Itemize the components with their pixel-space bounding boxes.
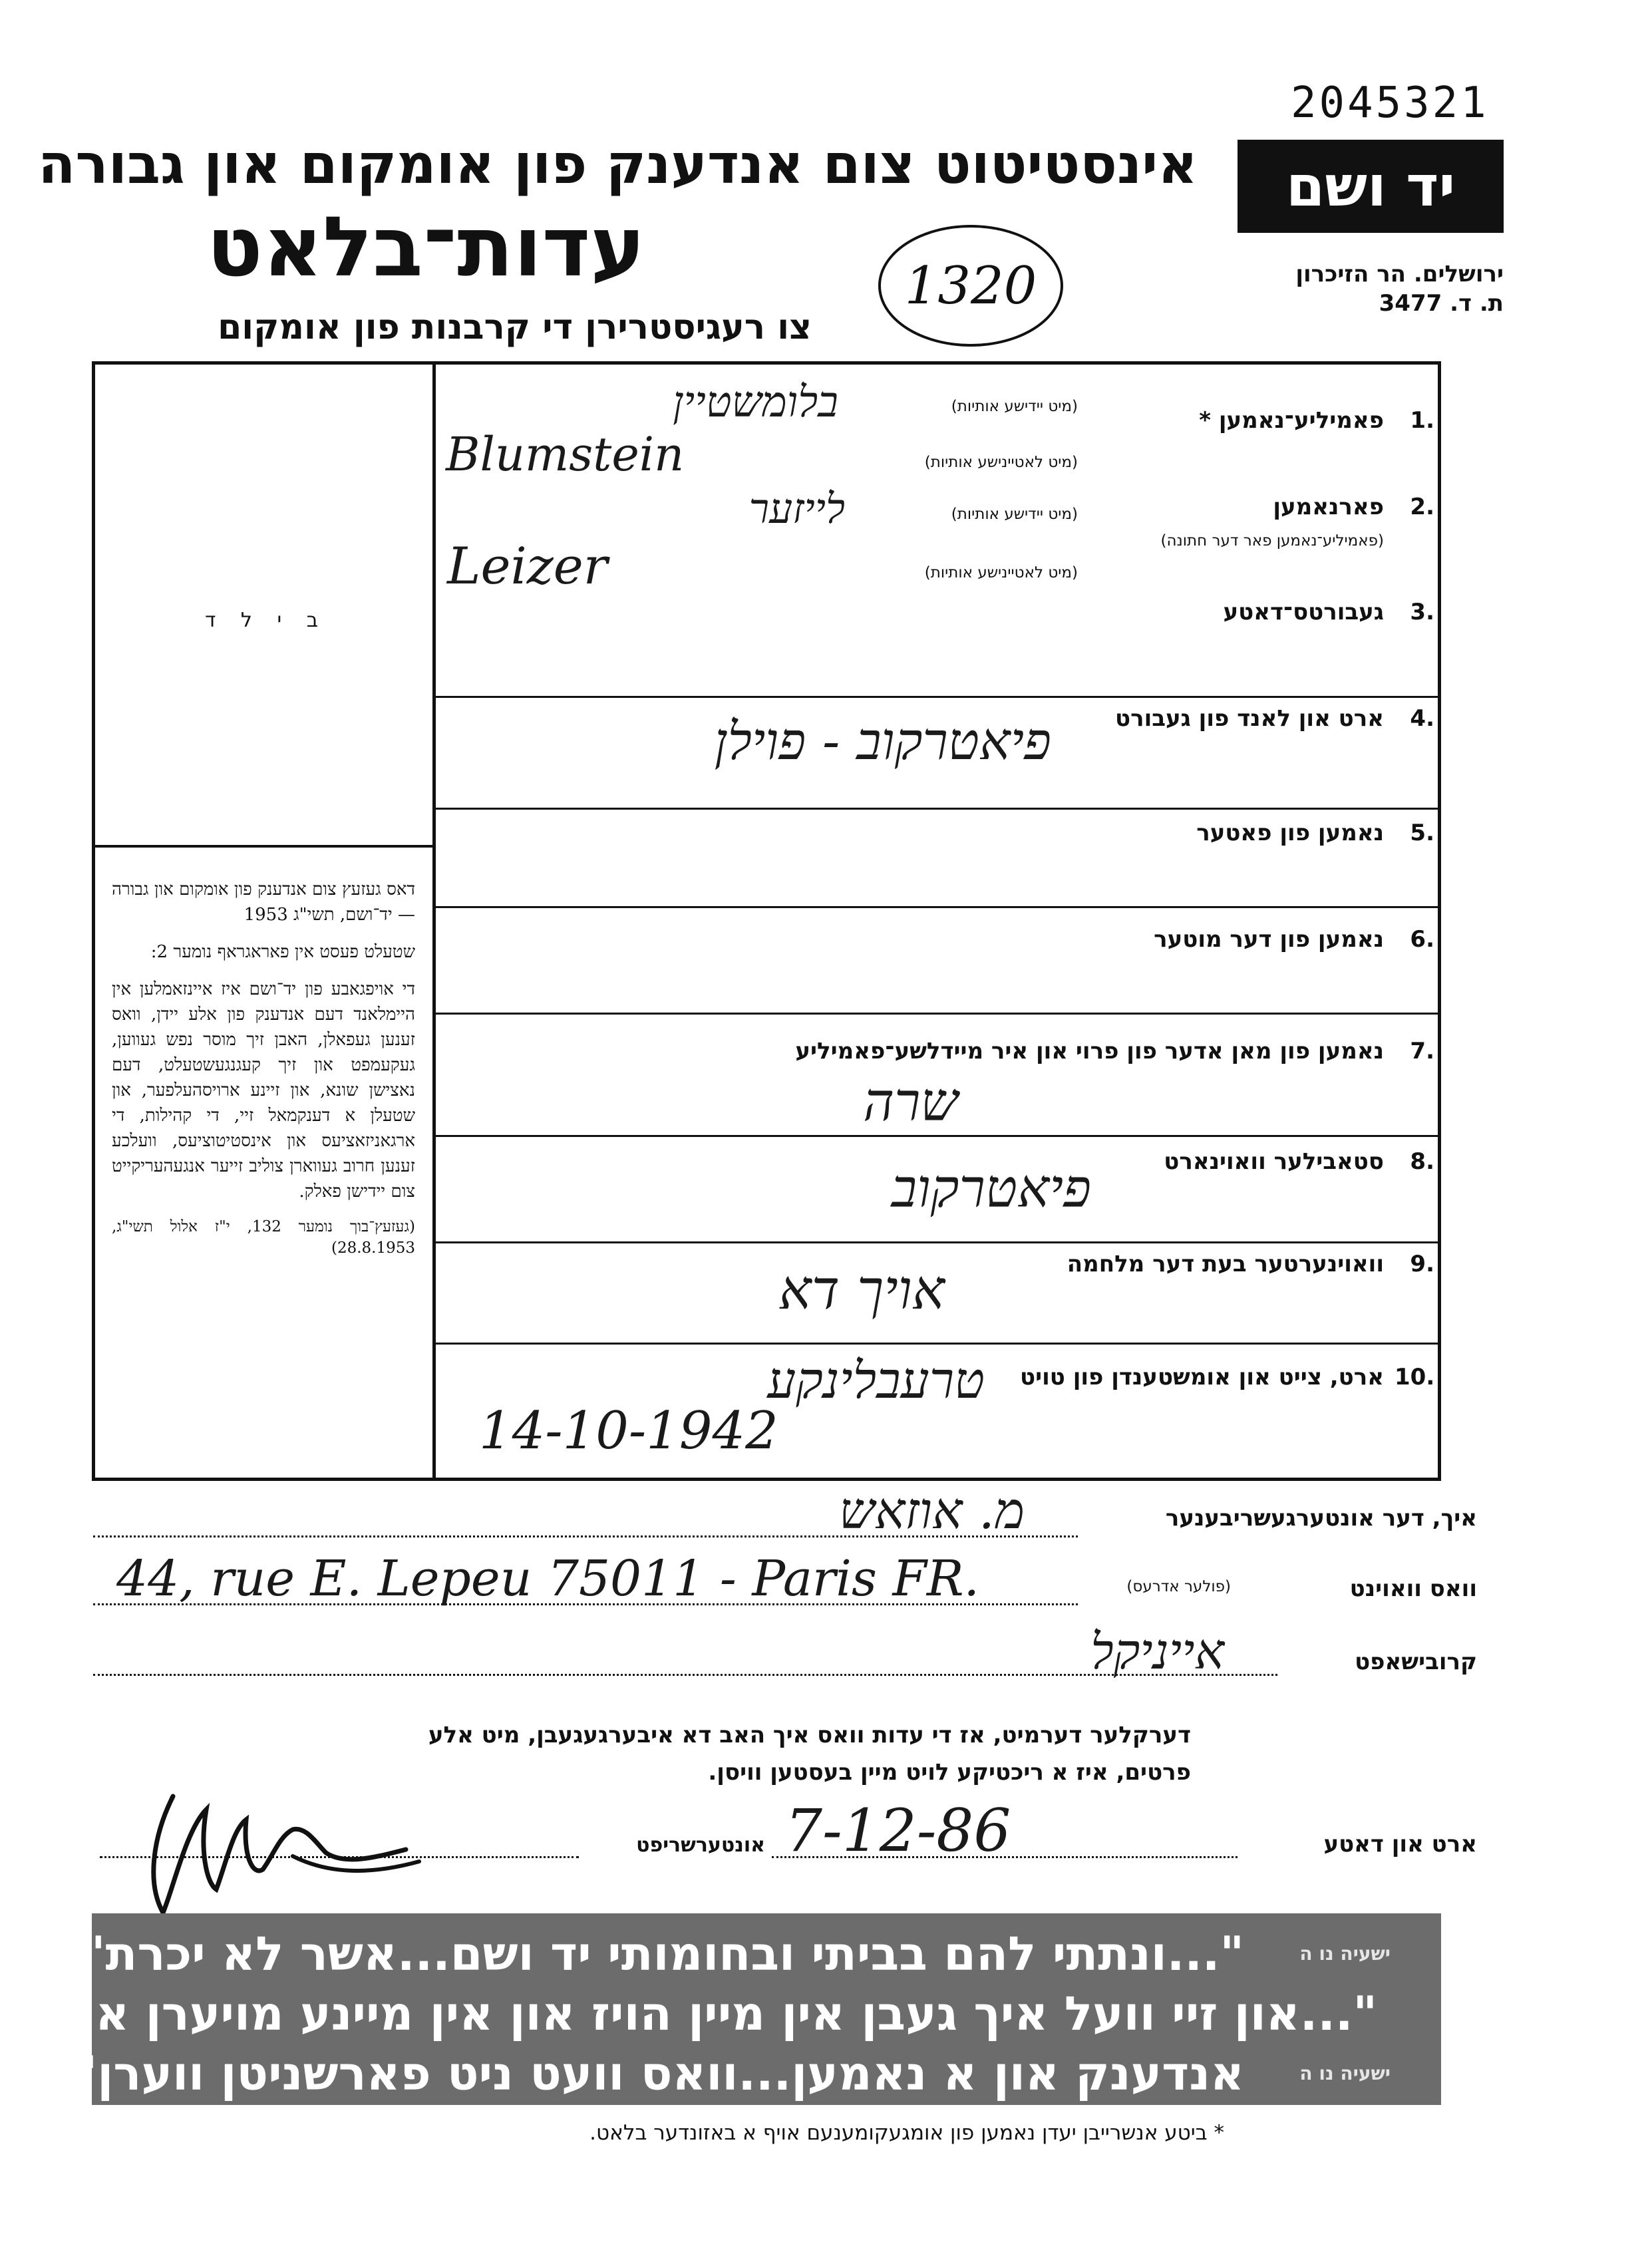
field-8-value: פיאטרקוב bbox=[891, 1158, 1091, 1219]
field-7-value: שרה bbox=[863, 1071, 958, 1133]
logo-address-pobox: ת. ד. 3477 bbox=[1379, 290, 1504, 317]
field-4-number: 4. bbox=[1410, 705, 1434, 732]
field-2-number: 2. bbox=[1410, 494, 1434, 520]
handwritten-signature bbox=[126, 1756, 446, 1929]
field-1-note-yiddish: (מיט יידישע אותיות) bbox=[951, 398, 1078, 415]
legal-body: די אויפגאבע פון יד־ושם איז איינזאמלען אין היימלאנד דעם אנדענק פון אלע יידן, וואס זענען געפאלן, האבן זיך מוסר נפש געווען, געקעמפט און זיך קעגנגעשטעלט, דעם נאצישן שונא, און זיינע ארויסהעלפער, און שטעלן א דענקמאל זיי, די קהילות, די ארגאניזאציעס און אינסטיטוציעס, וועלכע זענען חרוב געווארן צוליב זייער אנגעהעריקייט צום יידישן פאלק. bbox=[112, 979, 415, 1202]
field-9-label: וואוינערטער בעת דער מלחמה bbox=[1067, 1251, 1384, 1277]
signature-label: אונטערשריפט bbox=[636, 1834, 765, 1857]
field-1-note-latin: (מיט לאטיינישע אותיות) bbox=[924, 454, 1078, 471]
field-5-rule bbox=[436, 906, 1441, 908]
file-number-circle: 1320 bbox=[878, 225, 1063, 347]
submitter-name-value: מ. אוזאש bbox=[838, 1481, 1025, 1540]
field-10-label: ארט, צייט און אומשטענדן פון טויט bbox=[1019, 1364, 1384, 1390]
field-1-label: פאמיליע־נאמען * bbox=[1199, 407, 1384, 434]
photo-slot-label: ב י ל ד bbox=[204, 609, 328, 632]
field-2-note-latin: (מיט לאטיינישע אותיות) bbox=[924, 564, 1078, 581]
field-1-value-yiddish: בלומשטיין bbox=[673, 378, 838, 427]
relation-label: קרובישאפט bbox=[1355, 1649, 1477, 1675]
field-1-value-latin: Blumstein bbox=[446, 427, 685, 482]
banner-source-1: ישעיה נו ה bbox=[1299, 1943, 1391, 1965]
field-8-label: סטאבילער וואוינארט bbox=[1164, 1148, 1384, 1175]
field-10-value-date: 14-10-1942 bbox=[479, 1401, 778, 1461]
field-2-sublabel: (פאמיליע־נאמען פאר דער חתונה) bbox=[1160, 532, 1384, 550]
submitter-name-label: איך, דער אונטערגעשריבענער bbox=[1165, 1505, 1477, 1531]
declaration-text: דערקלער דערמיט, אז די עדות וואס איך האב דא איבערגעגעבן, מיט אלע פרטים, איז א ריכטיקע לויט מיין בעסטען וויסן. bbox=[428, 1722, 1191, 1786]
field-10-number: 10. bbox=[1395, 1364, 1435, 1390]
footnote: * ביטע אנשרייבן יעדן נאמען פון אומגעקומענעם אויף א באזונדער בלאט. bbox=[589, 2121, 1224, 2145]
field-2-note-yiddish: (מיט יידישע אותיות) bbox=[951, 506, 1078, 523]
banner-source-3: ישעיה נו ה bbox=[1299, 2062, 1391, 2084]
field-7-number: 7. bbox=[1410, 1038, 1434, 1064]
field-2-label: פארנאמען bbox=[1273, 494, 1384, 520]
submitter-address-value: 44, rue E. Lepeu 75011 - Paris FR. bbox=[116, 1550, 980, 1607]
form-title: עדות־בלאט bbox=[206, 200, 645, 295]
field-6-rule bbox=[436, 1013, 1441, 1015]
legal-citation: (געזעץ־בוך נומער 132, י"ז אלול תשי"ג, 28.8.1953) bbox=[112, 1218, 416, 1257]
field-5-label: נאמען פון פאטער bbox=[1196, 820, 1384, 846]
field-7-label: נאמען פון מאן אדער פון פרוי און איר מיידלשע־פאמיליע bbox=[795, 1038, 1384, 1064]
logo-address-city: ירושלים. הר הזיכרון bbox=[1295, 261, 1504, 287]
field-6-number: 6. bbox=[1410, 926, 1434, 953]
banner-line-1: "...ונתתי להם בביתי ובחומותי יד ושם...אשר לא יכרת" bbox=[81, 1927, 1244, 1981]
field-3-label: געבורטס־דאטע bbox=[1223, 599, 1384, 625]
field-6-label: נאמען פון דער מוטער bbox=[1154, 926, 1384, 953]
field-3-number: 3. bbox=[1410, 599, 1434, 625]
submitter-address-note: (פולער אדרעס) bbox=[1126, 1578, 1231, 1595]
column-divider bbox=[432, 361, 436, 1481]
serial-number: 2045321 bbox=[1291, 79, 1489, 128]
yad-vashem-logo: יד ושם bbox=[1238, 140, 1504, 233]
field-9-number: 9. bbox=[1410, 1251, 1434, 1277]
field-8-rule bbox=[436, 1241, 1441, 1243]
banner-line-2: "...און זיי וועל איך געבן אין מיין הויז און אין מיינע מויערן אן bbox=[79, 1987, 1377, 2041]
legal-paragraph-ref: שטעלט פעסט אין פאראגראף נומער 2: bbox=[150, 942, 415, 962]
field-2-value-yiddish: לייזער bbox=[748, 484, 845, 533]
field-10-value-place: טרעבלינקע bbox=[767, 1351, 985, 1410]
place-date-label: ארט און דאטע bbox=[1323, 1831, 1477, 1857]
form-subtitle: צו רעגיסטרירן די קרבנות פון אומקום bbox=[218, 307, 812, 347]
banner-line-3: אנדענק און א נאמען...וואס וועט ניט פארשניטן ווערן" bbox=[73, 2046, 1244, 2101]
submitter-address-label: וואס וואוינט bbox=[1349, 1575, 1477, 1602]
field-9-rule bbox=[436, 1343, 1441, 1345]
field-3-rule bbox=[436, 696, 1441, 698]
field-9-value: אויך דא bbox=[778, 1259, 945, 1322]
institute-title: אינסטיטוט צום אנדענק פון אומקום און גבורה bbox=[38, 133, 1198, 196]
relation-value: אייניקל bbox=[1090, 1623, 1224, 1681]
photo-divider bbox=[92, 845, 436, 848]
field-4-value: פיאטרקוב - פוילן bbox=[714, 712, 1051, 772]
field-7-rule bbox=[436, 1135, 1441, 1137]
field-2-value-latin: Leizer bbox=[447, 536, 608, 595]
field-5-number: 5. bbox=[1410, 820, 1434, 846]
legal-intro: דאס געזעץ צום אנדענק פון אומקום און גבורה — יד־ושם, תשי"ג 1953 bbox=[112, 880, 415, 925]
field-4-label: ארט און לאנד פון געבורט bbox=[1115, 705, 1384, 732]
field-1-number: 1. bbox=[1410, 407, 1434, 434]
field-8-number: 8. bbox=[1410, 1148, 1434, 1175]
field-4-rule bbox=[436, 808, 1441, 810]
date-value: 7-12-86 bbox=[785, 1796, 1011, 1865]
legal-text bbox=[112, 877, 415, 1271]
